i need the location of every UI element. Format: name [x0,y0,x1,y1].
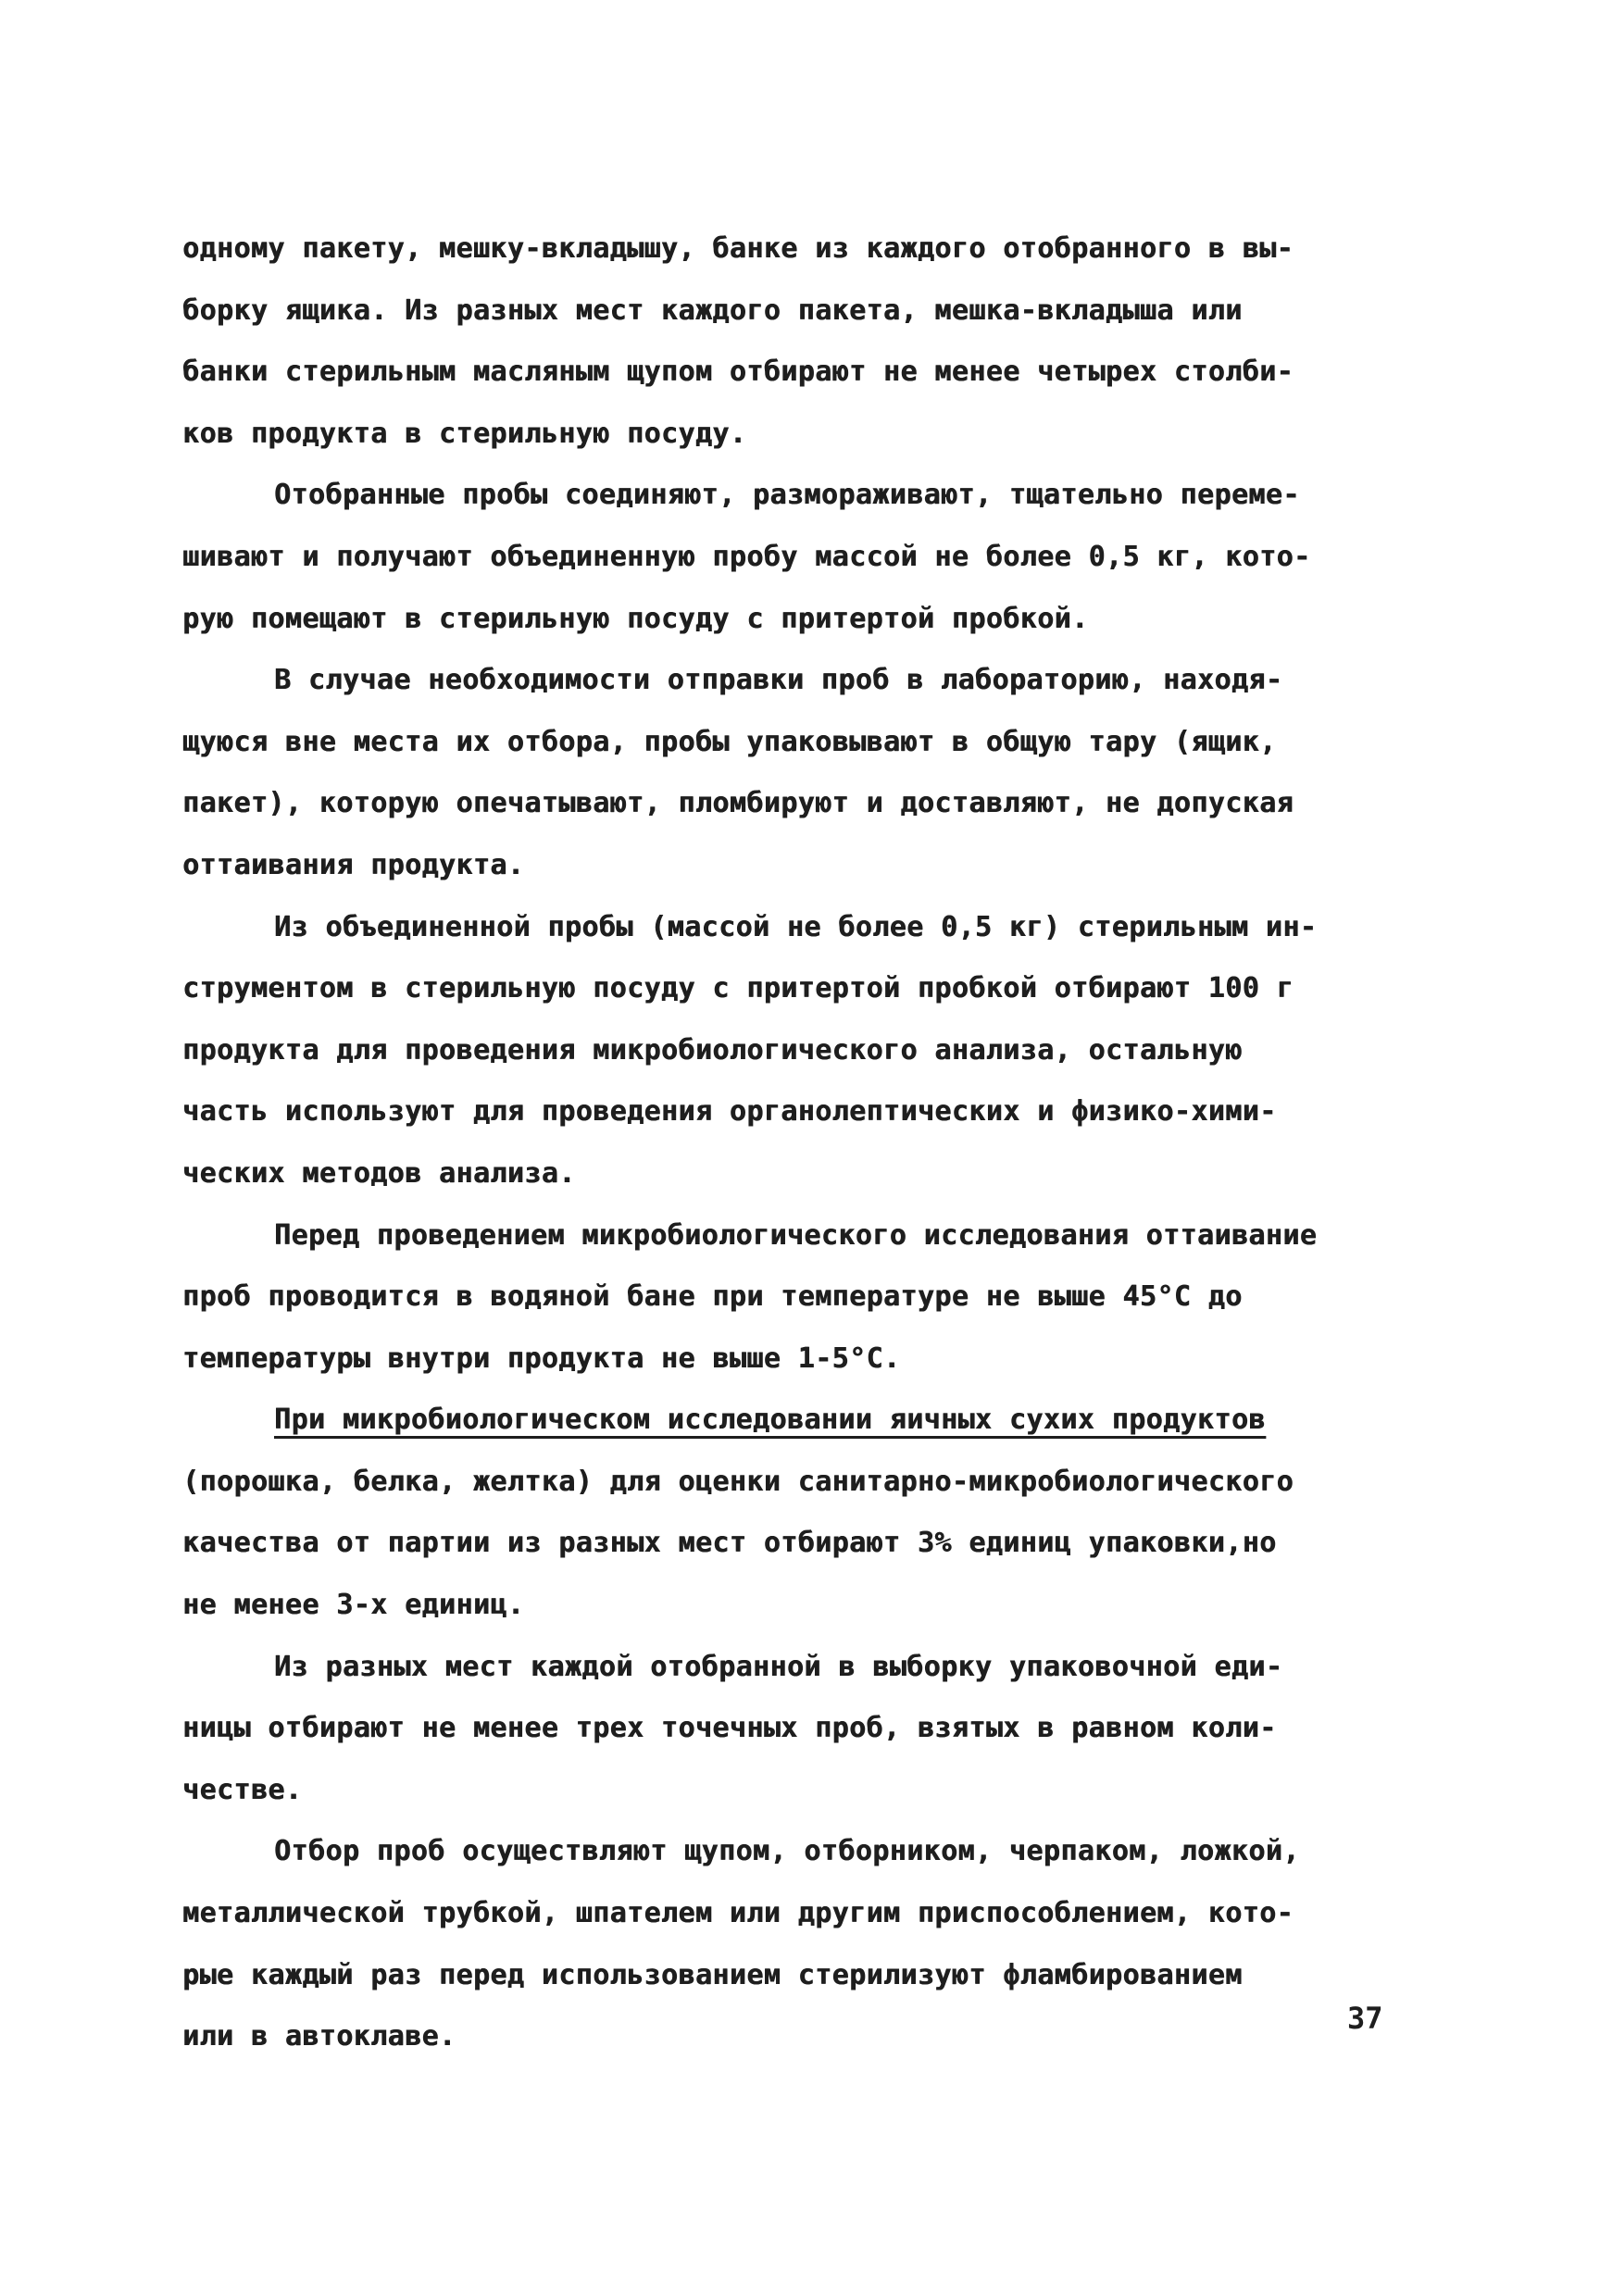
text-line: борку ящика. Из разных мест каждого пакета, мешка-вкладыша или [182,293,1243,327]
text-line: одному пакету, мешку-вкладышу, банке из каждого отобранного в вы- [182,232,1294,265]
text-line: ков продукта в стерильную посуду. [182,417,747,450]
text-line: В случае необходимости отправки проб в лабораторию, находя- [274,664,1283,697]
text-line: банки стерильным масляным щупом отбирают не менее четырех столби- [182,356,1294,389]
page-number: 37 [1347,2001,1383,2036]
text-line: Из объединенной пробы (массой не более 0,5 кг) стерильным ин- [274,910,1318,943]
text-line: оттаивания продукта. [182,848,525,881]
text-line: честве. [182,1773,303,1806]
text-line: пакет), которую опечатывают, пломбируют и доставляют, не допуская [182,787,1294,820]
text-line: рые каждый раз перед использованием стерилизуют фламбированием [182,1958,1243,1991]
text-line: продукта для проведения микробиологического анализа, остальную [182,1033,1243,1067]
text-line: шивают и получают объединенную пробу массой не более 0,5 кг, кото- [182,540,1311,573]
text-line: рую помещают в стерильную посуду с притертой пробкой. [182,602,1089,635]
text-line: Отбор проб осуществляют щупом, отборником, черпаком, ложкой, [274,1835,1300,1868]
text-line: или в автоклаве. [182,2020,456,2053]
text-line: качества от партии из разных мест отбирают 3% единиц упаковки,но [182,1527,1277,1560]
text-line: щуюся вне места их отбора, пробы упаковывают в общую тару (ящик, [182,725,1277,758]
text-line: часть используют для проведения органолептических и физико-хими- [182,1095,1277,1129]
text-line: ницы отбирают не менее трех точечных проб, взятых в равном коли- [182,1712,1277,1745]
underlined-text-line [182,1390,1405,1452]
document-body [182,218,1405,2068]
text-line: Отобранные пробы соединяют, размораживают, тщательно переме- [274,479,1300,512]
text-line: металлической трубкой, шпателем или другим приспособлением, кото- [182,1897,1294,1930]
underlined-heading: При микробиологическом исследовании яичных сухих продуктов [274,1404,1266,1437]
text-line: Из разных мест каждой отобранной в выборку упаковочной еди- [274,1650,1283,1683]
text-line: (порошка, белка, желтка) для оценки санитарно-микробиологического [182,1465,1294,1498]
text-line: не менее 3-х единиц. [182,1589,525,1622]
text-line: Перед проведением микробиологического исследования оттаивание [274,1218,1318,1252]
text-line: струментом в стерильную посуду с притертой пробкой отбирают 100 г [182,972,1294,1005]
text-line: проб проводится в водяной бане при температуре не выше 45°С до [182,1280,1243,1314]
text-line: температуры внутри продукта не выше 1-5°С. [182,1341,901,1375]
text-line: ческих методов анализа. [182,1156,576,1190]
